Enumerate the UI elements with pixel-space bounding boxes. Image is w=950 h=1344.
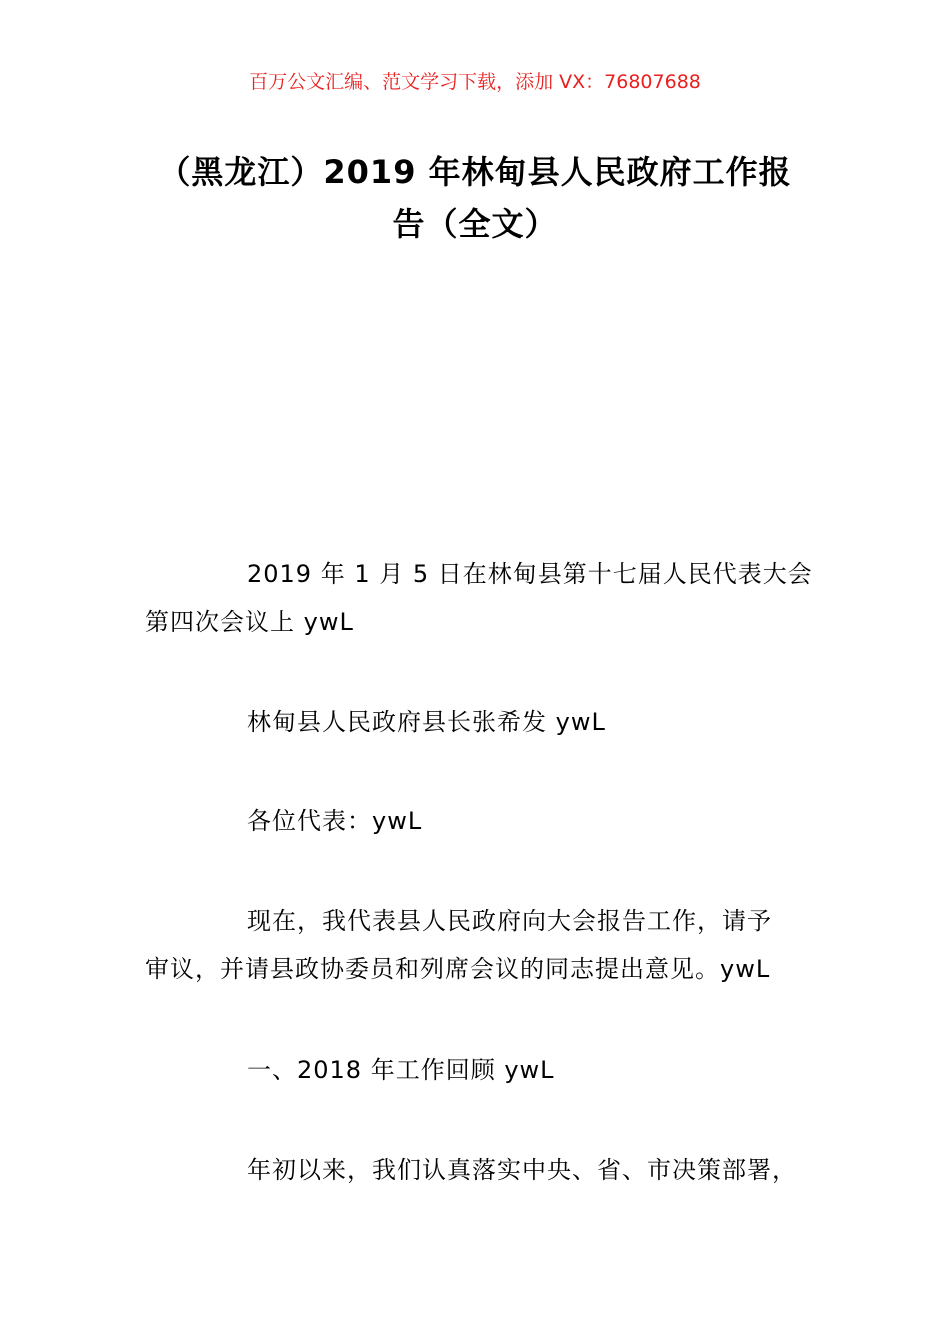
paragraph-intro <box>145 897 825 993</box>
paragraph-line: 林甸县人民政府县长张希发 ywL <box>247 708 606 736</box>
paragraph-line: 现在，我代表县人民政府向大会报告工作，请予 <box>247 907 772 935</box>
paragraph-line: 2019 年 1 月 5 日在林甸县第十七届人民代表大会 <box>247 560 813 588</box>
paragraph-meeting-info <box>145 550 825 646</box>
paragraph-line: 各位代表：ywL <box>247 807 423 835</box>
paragraph-line: 年初以来，我们认真落实中央、省、市决策部署， <box>247 1156 797 1184</box>
paragraph-body <box>145 1146 825 1194</box>
paragraph-speaker <box>145 698 825 746</box>
header-note: 百万公文汇编、范文学习下载，添加 VX：76807688 <box>249 71 701 93</box>
paragraph-salutation <box>145 797 825 845</box>
section-heading <box>145 1046 825 1094</box>
document-title <box>140 146 810 250</box>
paragraph-line: 第四次会议上 ywL <box>145 608 354 636</box>
paragraph-line: 审议，并请县政协委员和列席会议的同志提出意见。ywL <box>145 955 771 983</box>
title-line-1: （黑龙江）2019 年林甸县人民政府工作报 <box>158 153 792 191</box>
paragraph-line: 一、2018 年工作回顾 ywL <box>247 1056 555 1084</box>
title-line-2: 告（全文） <box>392 205 558 243</box>
